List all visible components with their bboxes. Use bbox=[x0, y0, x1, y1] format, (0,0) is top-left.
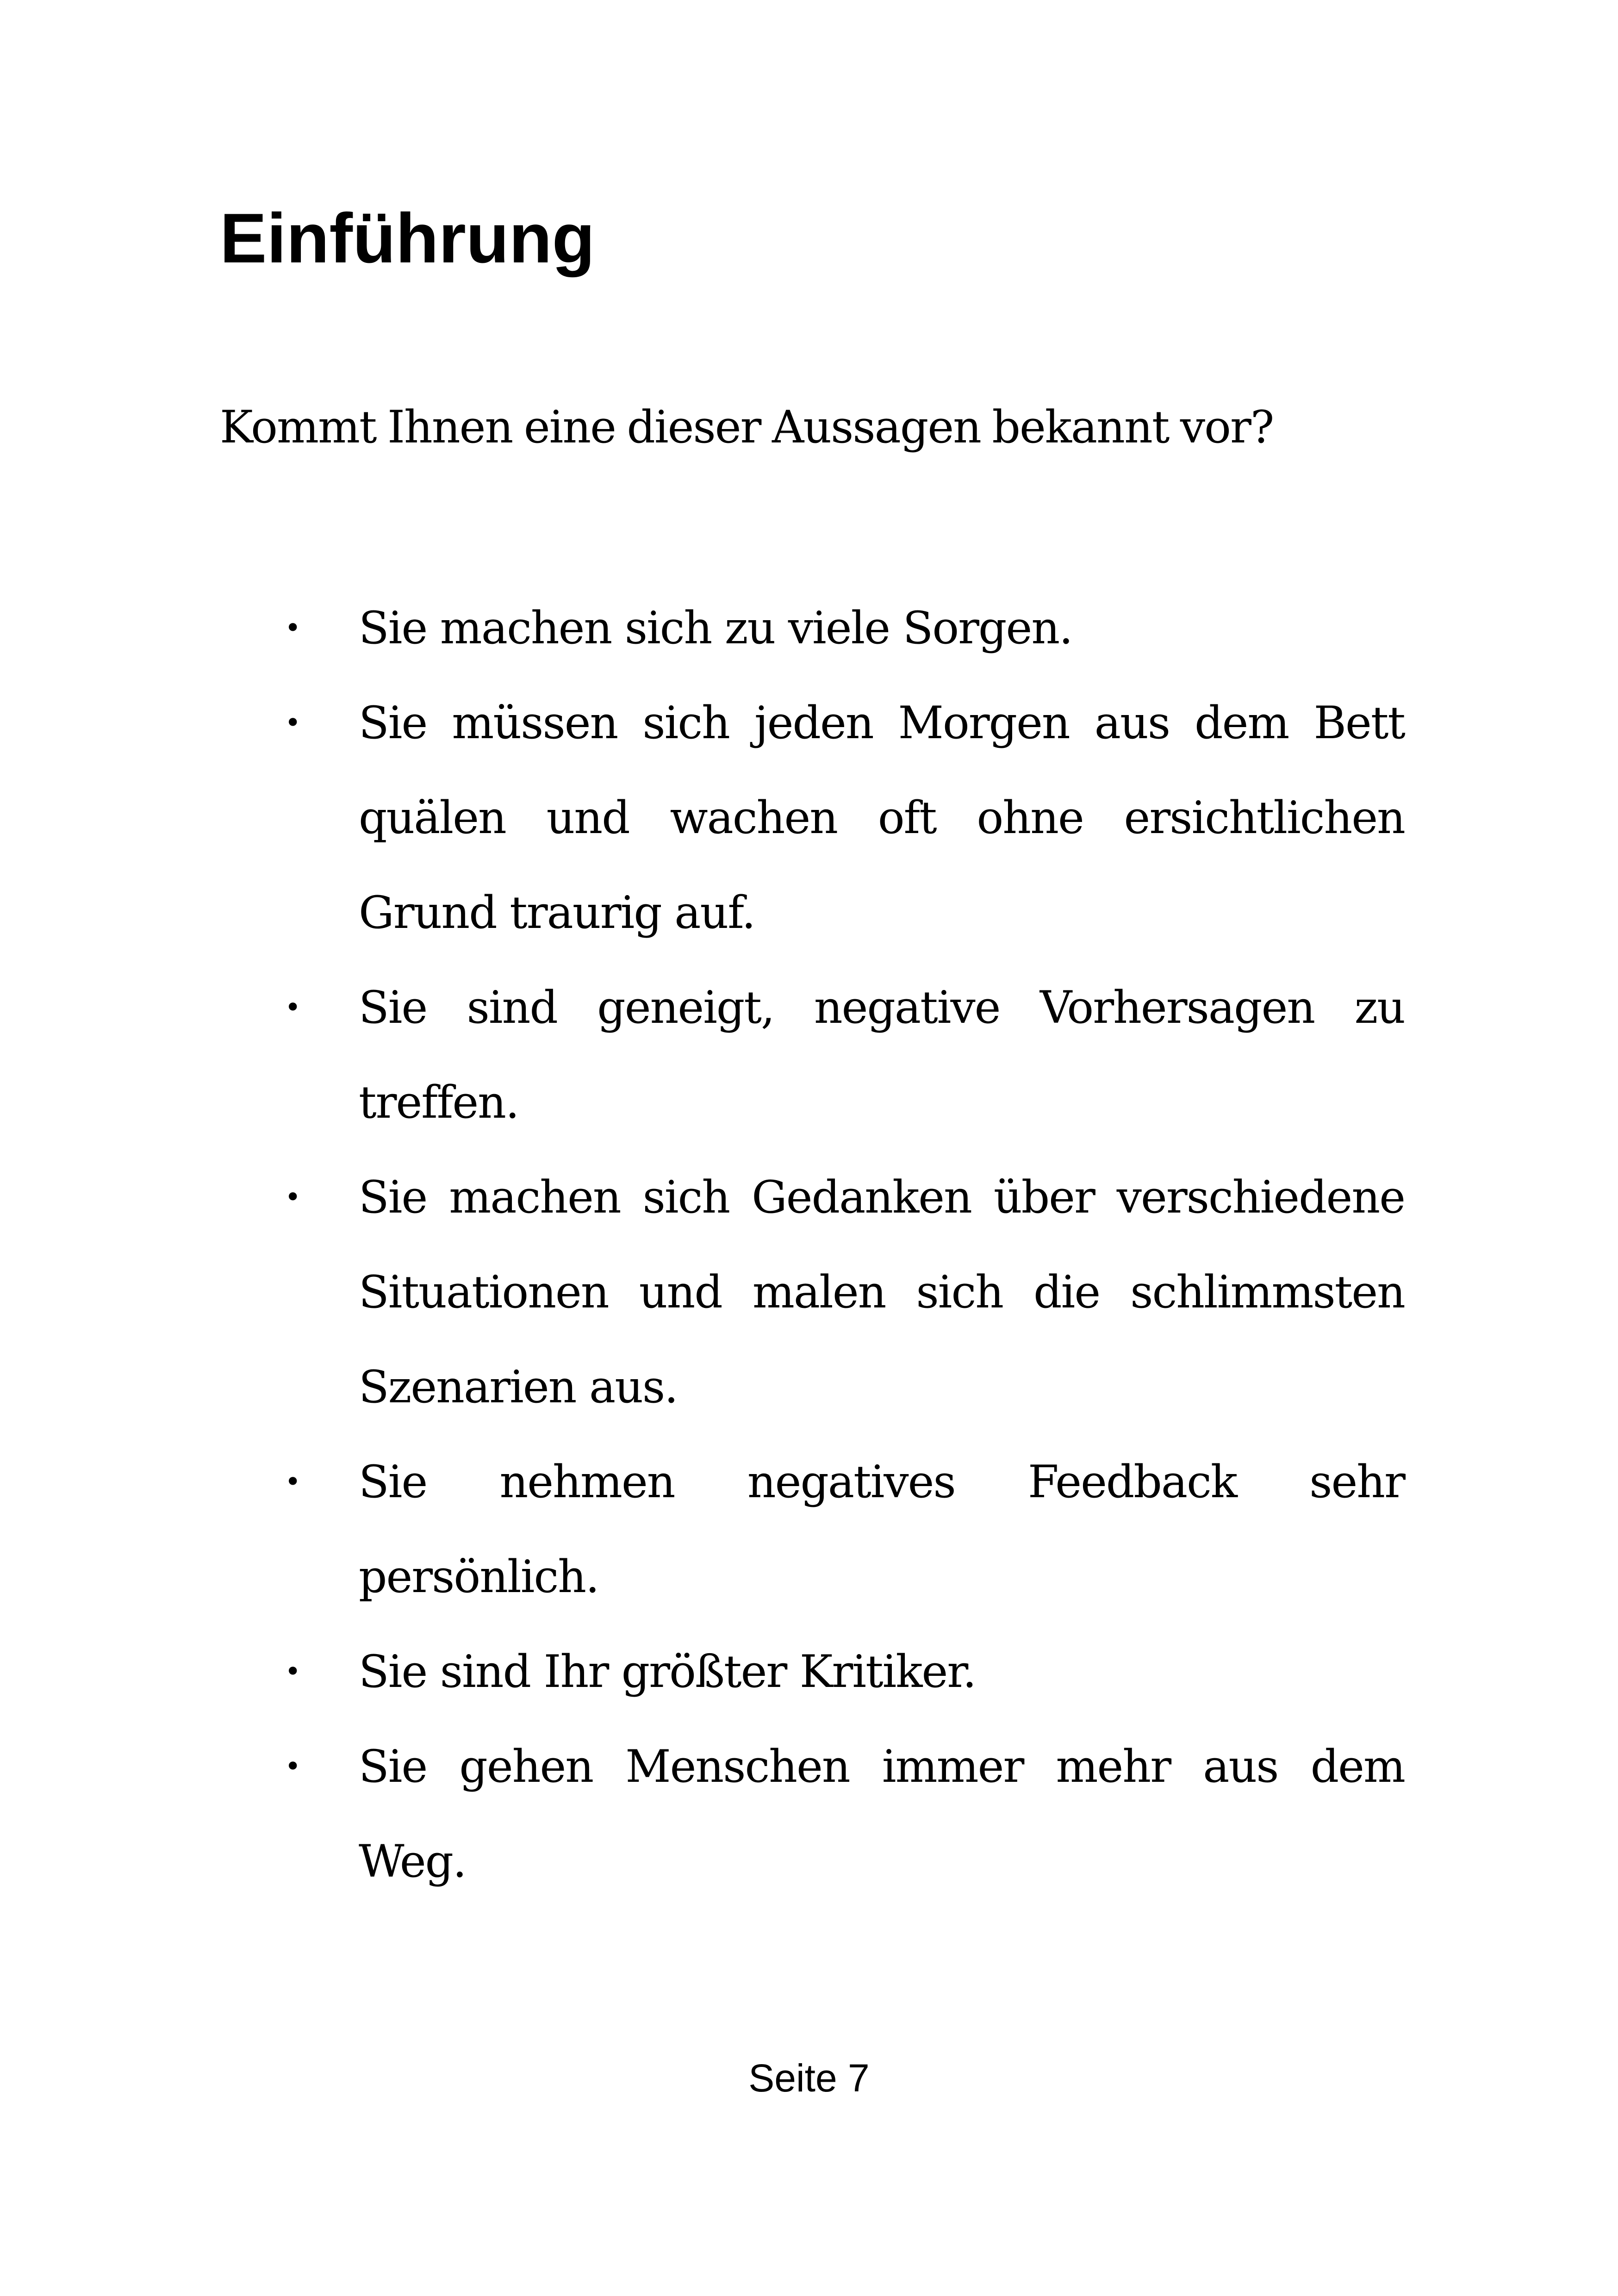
list-item-text: Sie sind geneigt, negative Vorhersagen zu treffen. bbox=[359, 982, 1405, 1128]
page-title: Einführung bbox=[220, 199, 595, 278]
list-item-text: Sie machen sich zu viele Sorgen. bbox=[359, 602, 1072, 654]
intro-paragraph: Kommt Ihnen eine dieser Aussagen bekannt vor? bbox=[220, 401, 1274, 453]
page-number: Seite 7 bbox=[748, 2056, 870, 2100]
list-item-text: Sie gehen Menschen immer mehr aus dem Weg. bbox=[359, 1741, 1405, 1887]
bullet-icon: • bbox=[285, 1181, 300, 1213]
bullet-icon: • bbox=[285, 991, 300, 1024]
bullet-icon: • bbox=[285, 1655, 300, 1688]
list-item bbox=[220, 1150, 1405, 1435]
list-item bbox=[220, 960, 1405, 1150]
list-item-text: Sie sind Ihr größter Kritiker. bbox=[359, 1646, 976, 1698]
bullet-icon: • bbox=[285, 612, 300, 644]
list-item bbox=[220, 1719, 1405, 1909]
list-item bbox=[220, 1435, 1405, 1624]
list-item bbox=[220, 676, 1405, 960]
statement-list bbox=[220, 581, 1405, 1909]
bullet-icon: • bbox=[285, 1750, 300, 1783]
list-item bbox=[220, 581, 1405, 676]
bullet-icon: • bbox=[285, 1466, 300, 1498]
bullet-icon: • bbox=[285, 707, 300, 739]
list-item-text: Sie machen sich Gedanken über verschiedene Situationen und malen sich die schlimmsten Szenarien aus. bbox=[359, 1171, 1405, 1413]
list-item bbox=[220, 1624, 1405, 1719]
list-item-text: Sie müssen sich jeden Morgen aus dem Bett quälen und wachen oft ohne ersichtlichen Grund traurig auf. bbox=[359, 697, 1405, 939]
list-item-text: Sie nehmen negatives Feedback sehr persönlich. bbox=[359, 1456, 1405, 1603]
